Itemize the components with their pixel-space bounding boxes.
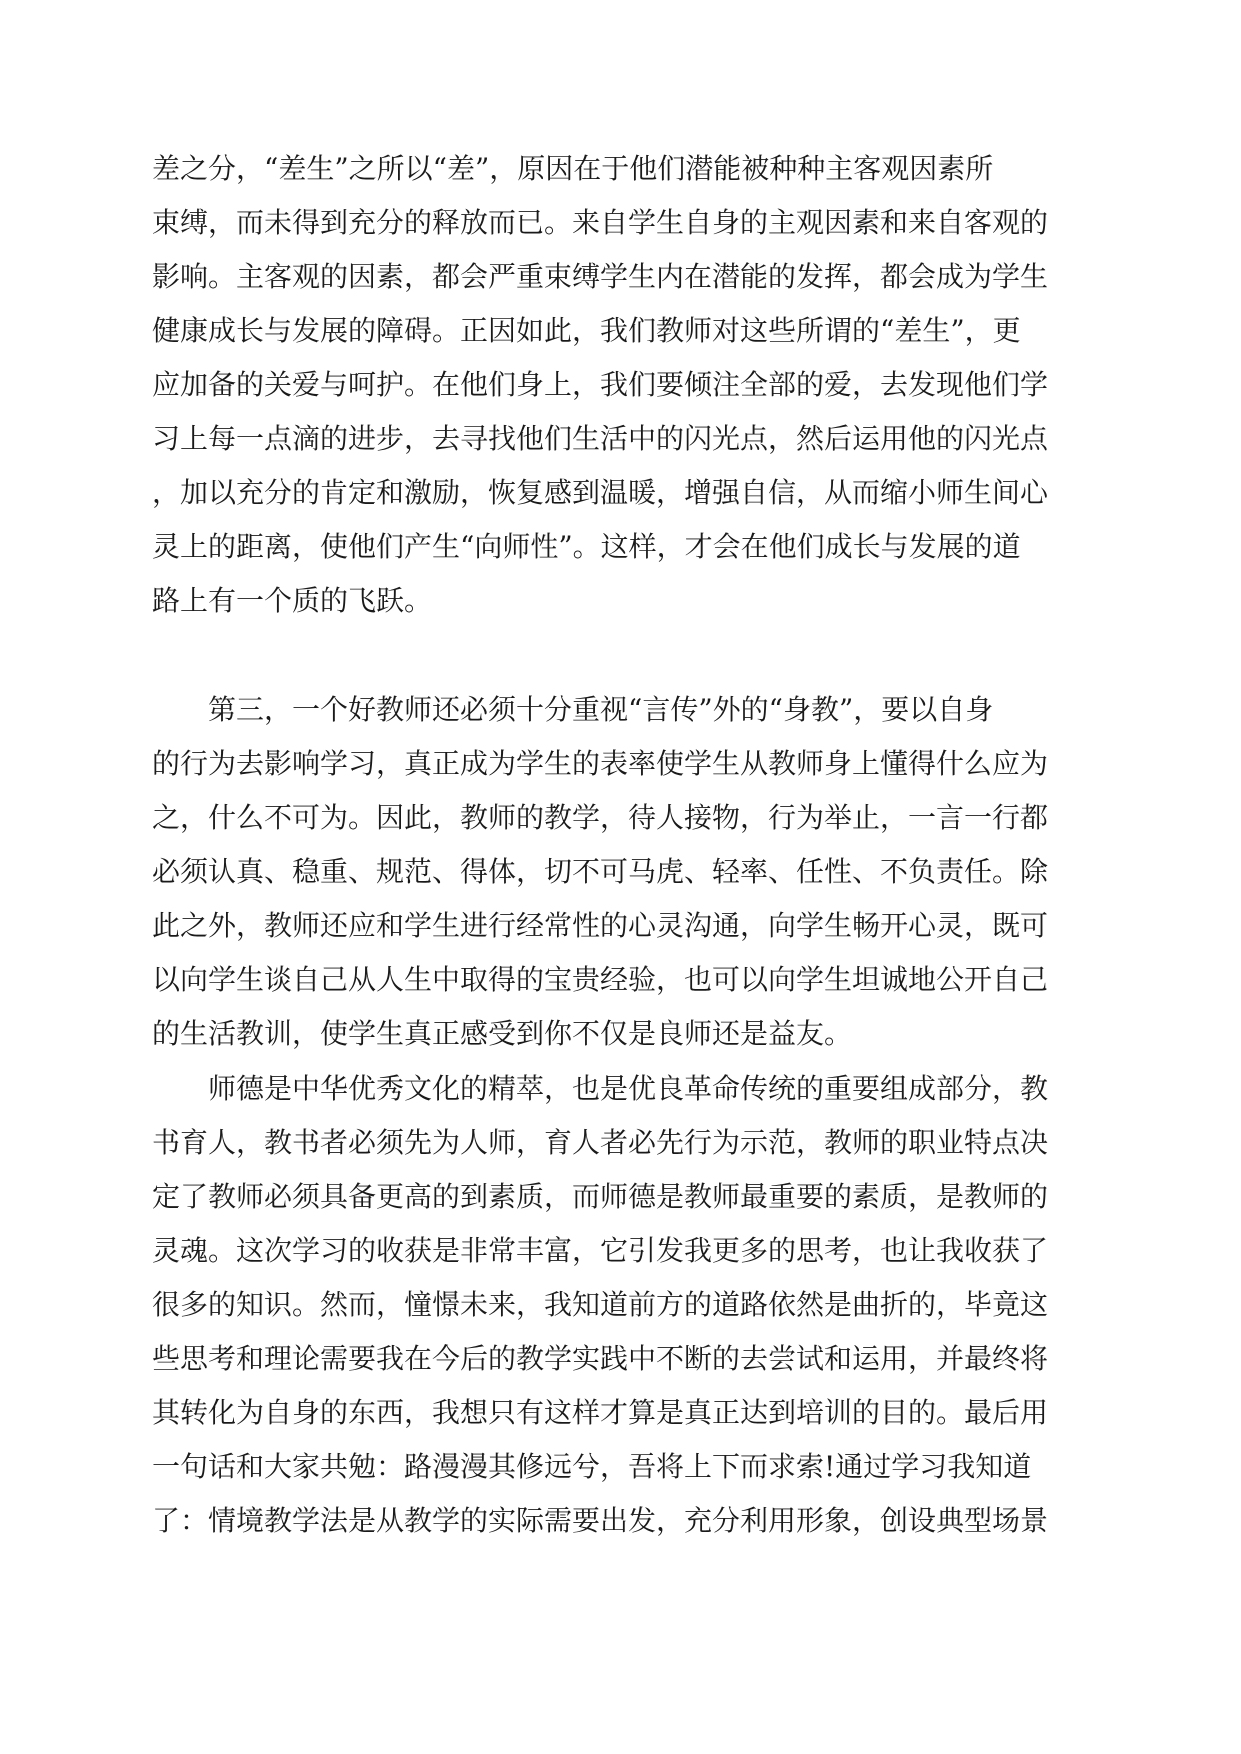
- text-line: 此之外，教师还应和学生进行经常性的心灵沟通，向学生畅开心灵，既可: [152, 909, 1049, 942]
- text-line: 之，什么不可为。因此，教师的教学，待人接物，行为举止，一言一行都: [152, 801, 1049, 834]
- text-line: 灵上的距离，使他们产生“向师性”。这样，才会在他们成长与发展的道: [152, 530, 1021, 563]
- text-line: 差之分，“差生”之所以“差”，原因在于他们潜能被种种主客观因素所: [152, 152, 994, 185]
- text-line: 的行为去影响学习，真正成为学生的表率使学生从教师身上懂得什么应为: [152, 747, 1049, 780]
- text-line: 影响。主客观的因素，都会严重束缚学生内在潜能的发挥，都会成为学生: [152, 260, 1049, 293]
- text-line: 的生活教训，使学生真正感受到你不仅是良师还是益友。: [152, 1017, 853, 1050]
- text-line: 师德是中华优秀文化的精萃，也是优良革命传统的重要组成部分，教: [152, 1072, 1049, 1105]
- text-line: 了：情境教学法是从教学的实际需要出发，充分利用形象，创设典型场景: [152, 1504, 1049, 1537]
- text-line: 健康成长与发展的障碍。正因如此，我们教师对这些所谓的“差生”，更: [152, 314, 1021, 347]
- text-line: 定了教师必须具备更高的到素质，而师德是教师最重要的素质，是教师的: [152, 1180, 1049, 1213]
- text-line: 第三，一个好教师还必须十分重视“言传”外的“身教”，要以自身: [152, 693, 994, 726]
- paragraph-2: [152, 683, 1089, 1061]
- text-line: 书育人，教书者必须先为人师，育人者必先行为示范，教师的职业特点决: [152, 1126, 1049, 1159]
- text-line: 必须认真、稳重、规范、得体，切不可马虎、轻率、任性、不负责任。除: [152, 855, 1049, 888]
- text-line: 一句话和大家共勉：路漫漫其修远兮，吾将上下而求索!通过学习我知道: [152, 1450, 1032, 1483]
- text-line: 灵魂。这次学习的收获是非常丰富，它引发我更多的思考，也让我收获了: [152, 1234, 1049, 1267]
- text-line: 其转化为自身的东西，我想只有这样才算是真正达到培训的目的。最后用: [152, 1396, 1049, 1429]
- text-line: 路上有一个质的飞跃。: [152, 584, 433, 617]
- text-line: ，加以充分的肯定和激励，恢复感到温暖，增强自信，从而缩小师生间心: [152, 476, 1049, 509]
- text-line: 些思考和理论需要我在今后的教学实践中不断的去尝试和运用，并最终将: [152, 1342, 1049, 1375]
- paragraph-3: [152, 1062, 1089, 1548]
- text-line: 束缚，而未得到充分的释放而已。来自学生自身的主观因素和来自客观的: [152, 206, 1049, 239]
- text-line: 习上每一点滴的进步，去寻找他们生活中的闪光点，然后运用他的闪光点: [152, 422, 1049, 455]
- text-line: 应加备的关爱与呵护。在他们身上，我们要倾注全部的爱，去发现他们学: [152, 368, 1049, 401]
- paragraph-1: [152, 142, 1089, 628]
- text-line: 很多的知识。然而，憧憬未来，我知道前方的道路依然是曲折的，毕竟这: [152, 1288, 1049, 1321]
- text-line: 以向学生谈自己从人生中取得的宝贵经验，也可以向学生坦诚地公开自己: [152, 963, 1049, 996]
